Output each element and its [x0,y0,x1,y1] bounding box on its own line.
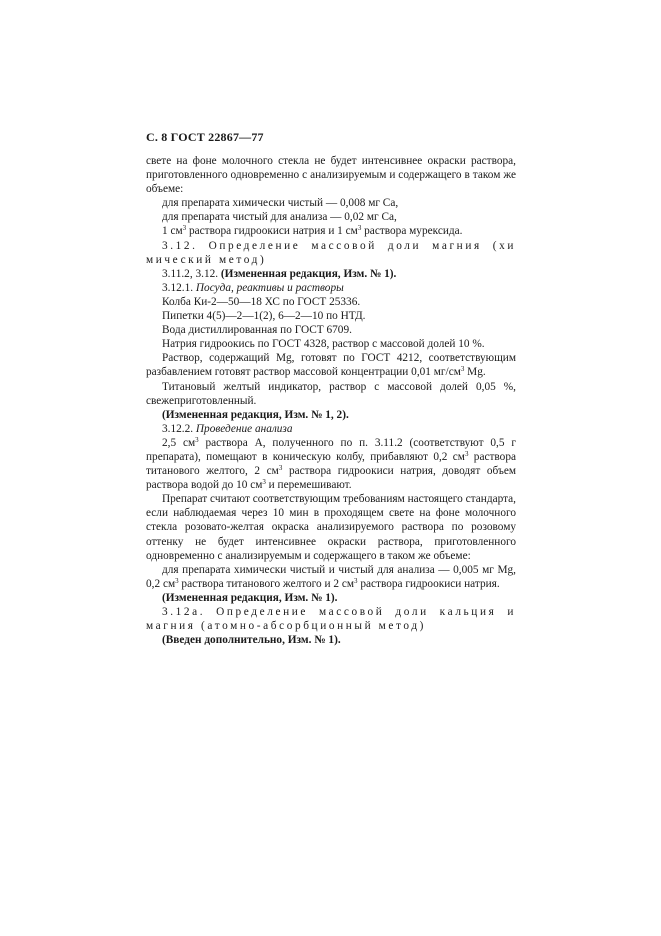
paragraph: 3.12.1. Посуда, реактивы и растворы [162,281,344,294]
paragraph: 3.11.2, 3.12. (Измененная редакция, Изм. № 1). [162,267,397,280]
amendment-note: (Введен дополнительно, Изм. № 1). [162,634,341,647]
section-heading: 3.12. Определение массовой доли магния (хи [162,239,516,252]
paragraph: Натрия гидроокись по ГОСТ 4328, раствор с массовой долей 10 %. [162,338,485,351]
section-heading-cont: мический метод) [146,253,267,266]
paragraph: для препарата химически чистый и чистый для анализа — 0,005 мг Mg, 0,2 $см^3$ раствора титанового желтого и 2 $см^3$ раствора гидроокиси натрия. [146,563,516,590]
paragraph: 2,5 $см^3$ раствора А, полученного по п. 3.11.2 (соответствуют 0,5 г препарата), помещают в коническую колбу, прибавляют 0,2 $см^3$ раствора титанового желтого, 2 $см^3$ раствора гидроокиси натрия, доводят объем раствора водой до 10 $см^3$ и перемешивают. [146,435,517,492]
paragraph: Пипетки 4(5)—2—1(2), 6—2—10 по НТД. [162,310,366,323]
paragraph: для препарата чистый для анализа — 0,02 мг Са, [162,211,397,224]
paragraph: Колба Ки-2—50—18 ХС по ГОСТ 25336. [162,295,361,308]
paragraph: Титановый желтый индикатор, раствор с массовой долей 0,05 %, свежеприготовленный. [146,380,516,407]
document-body [146,154,516,647]
amendment-note: (Измененная редакция, Изм. № 1, 2). [162,408,349,421]
page-header: С. 8 ГОСТ 22867—77 [146,130,264,144]
paragraph: для препарата химически чистый — 0,008 мг Са, [162,197,399,210]
amendment-note: (Измененная редакция, Изм. № 1). [162,591,338,604]
section-heading-cont: магния (атомно-абсорбционный метод) [146,620,427,633]
paragraph: свете на фоне молочного стекла не будет интенсивнее окраски раствора, приготовленного одновременно с анализируемым и содержащего в таком же объеме: [146,155,516,196]
paragraph: Препарат считают соответствующим требованиям настоящего стандарта, если наблюдаемая через 10 мин в проходящем свете на фоне молочного стекла розовато-желтая окраска анализируемого раствора по розовому оттенку не будет интенсивнее окраски раствора, приготовленного одновременно с анализируемым и содержащего в таком же объеме: [146,493,516,562]
paragraph: Раствор, содержащий Mg, готовят по ГОСТ 4212, соответствующим разбавлением готовят раствор массовой концентрации 0,01 $мг/см^3$ Mg. [146,352,516,379]
paragraph: 3.12.2. Проведение анализа [162,422,293,435]
section-heading: 3.12а. Определение массовой доли кальция и [162,606,516,618]
paragraph: Вода дистиллированная по ГОСТ 6709. [162,324,352,337]
paragraph: 1 $см^3$ раствора гидроокиси натрия и 1 $см^3$ раствора мурексида. [162,224,463,238]
